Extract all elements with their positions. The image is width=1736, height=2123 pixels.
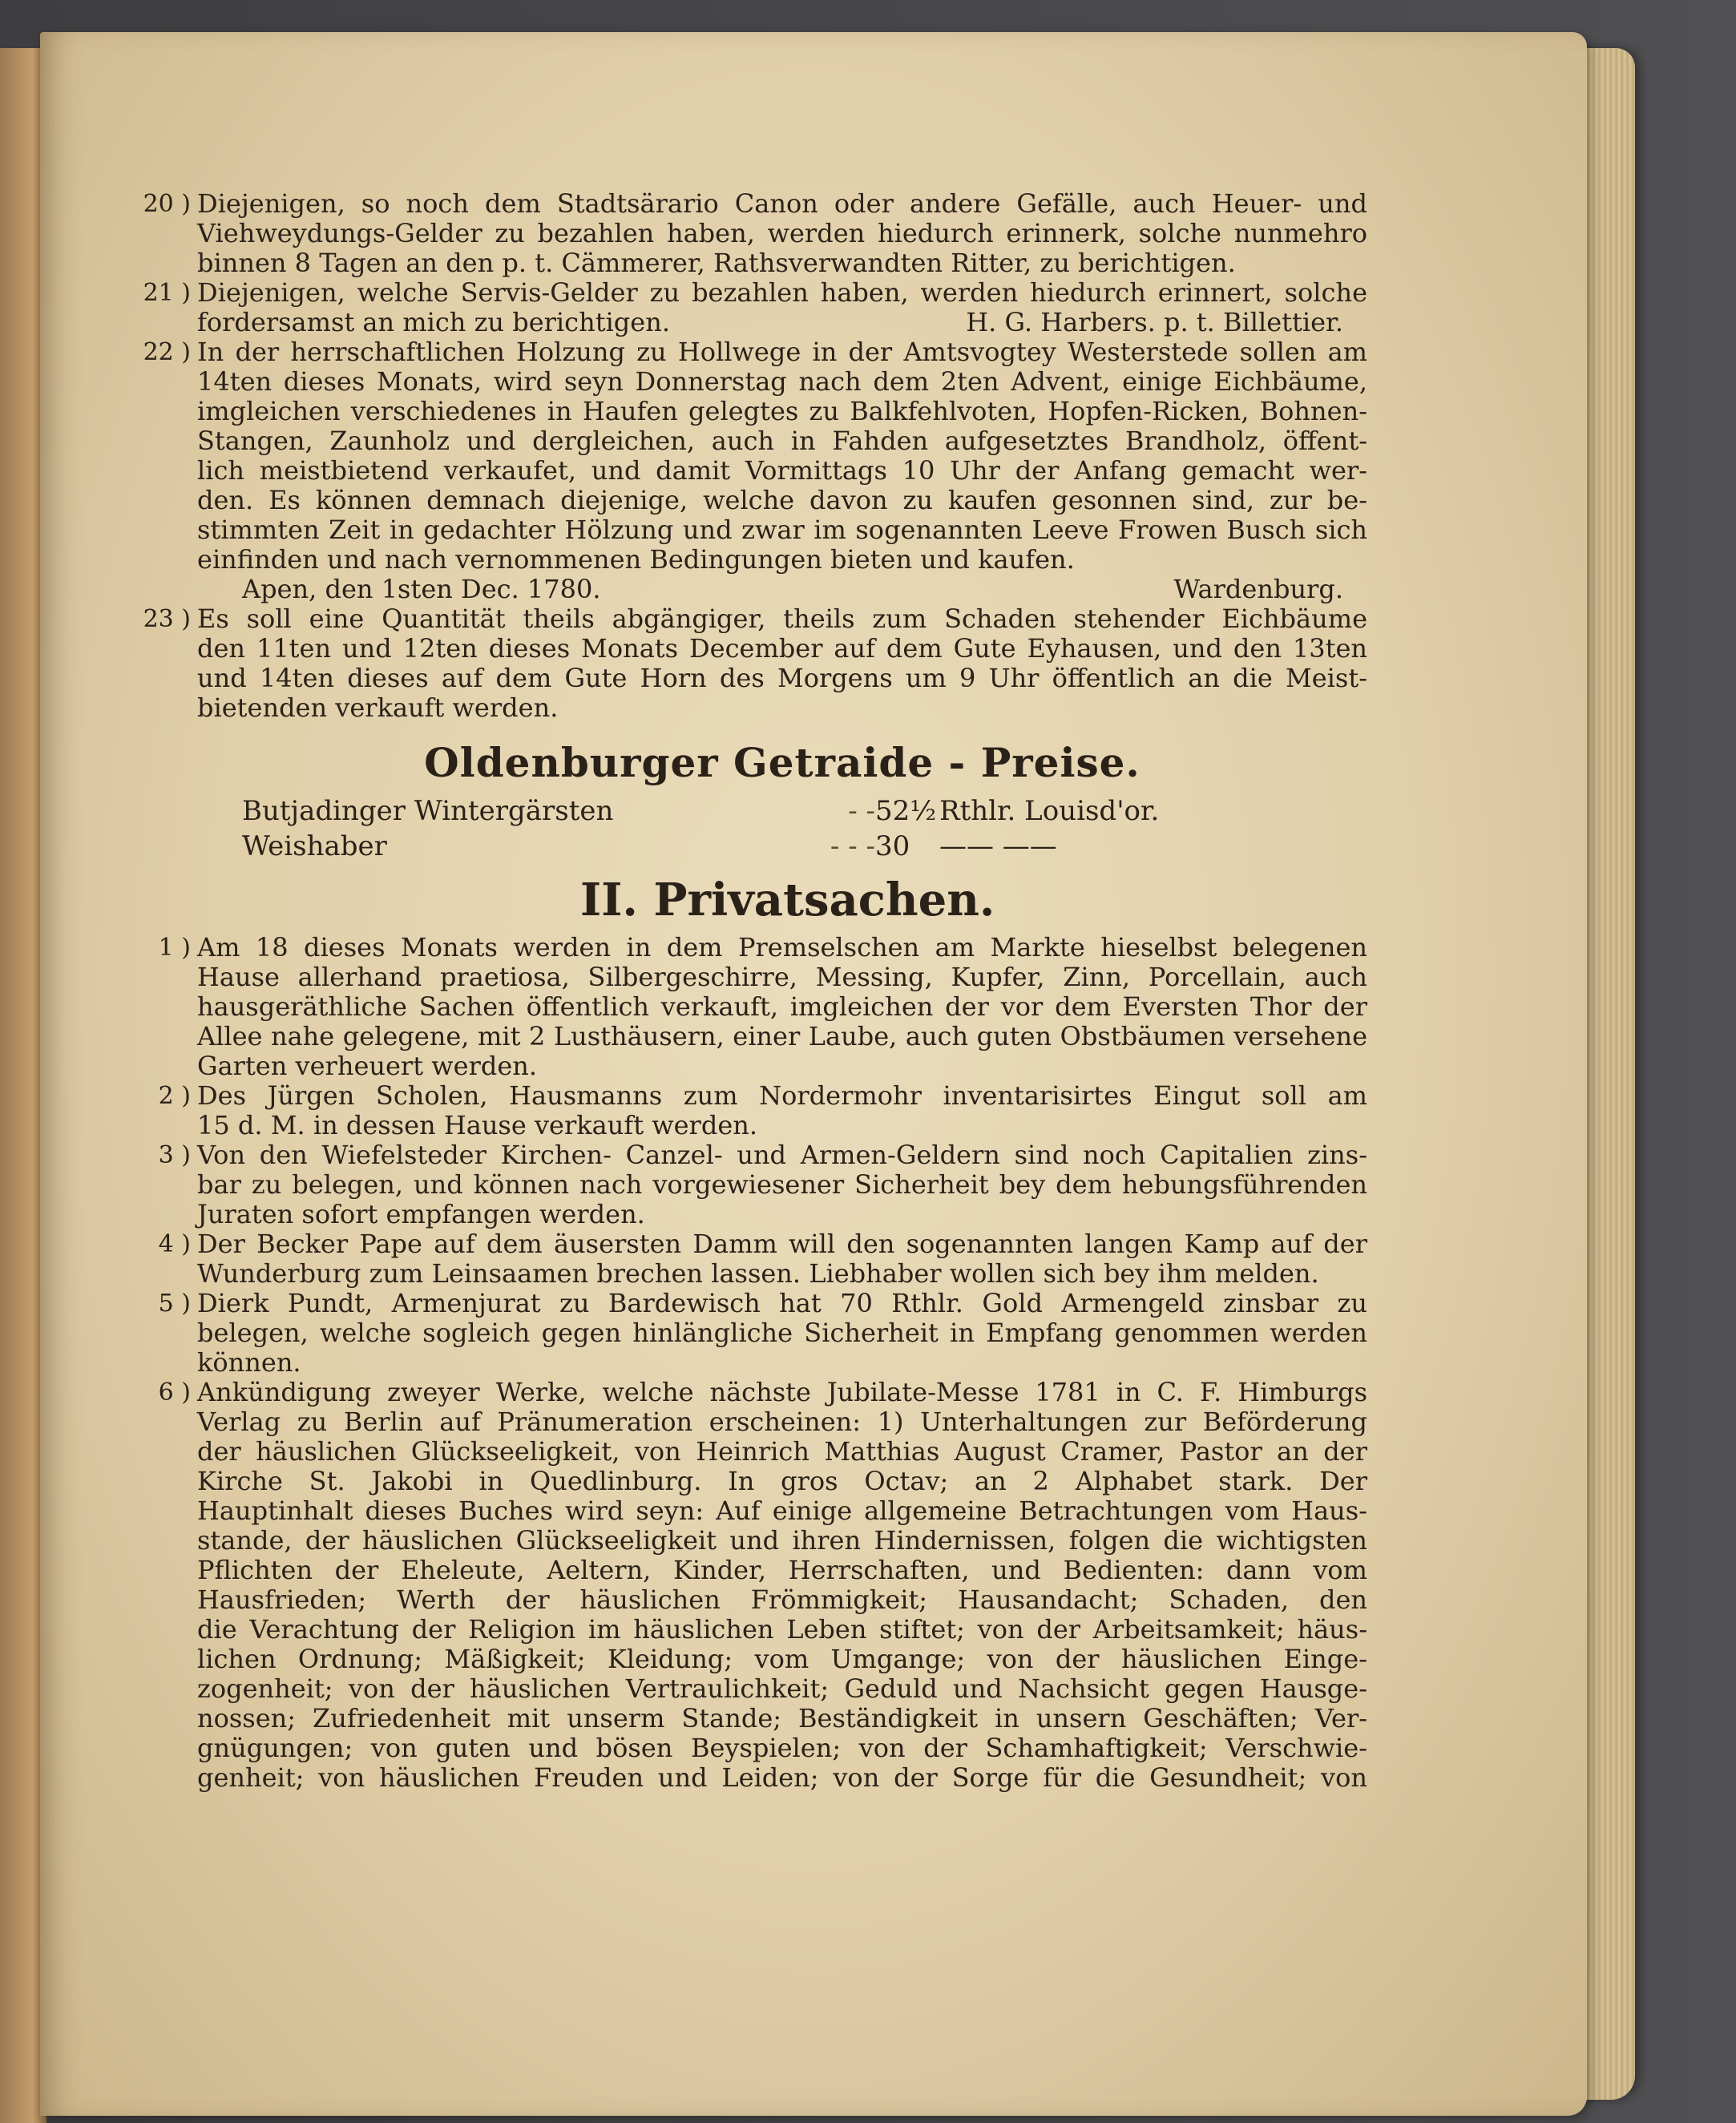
notice-line: bar zu belegen, und können nach vorgewiesener Sicherheit bey dem hebungsführenden [197, 1169, 1367, 1200]
notice-line: Garten verheuert werden. [197, 1051, 538, 1081]
notice-line: 14ten dieses Monats, wird seyn Donnerstag nach dem 2ten Advent, einige Eichbäume, [197, 366, 1367, 397]
notice-line: die Verachtung der Religion im häuslichen Leben stiftet; von der Arbeitsamkeit; häus- [197, 1614, 1367, 1645]
notice-line: Hause allerhand praetiosa, Silbergeschirre, Messing, Kupfer, Zinn, Porcellain, auch [197, 962, 1367, 992]
notice-number: 6 ) [158, 1378, 191, 1407]
notice-line: Hauptinhalt dieses Buches wird seyn: Auf einige allgemeine Betrachtungen vom Haus- [197, 1495, 1367, 1526]
notice-line: lich meistbietend verkaufet, und damit Vormittags 10 Uhr der Anfang gemacht wer- [197, 455, 1367, 486]
private-notice-4 [158, 1229, 1367, 1289]
notice-line: Viehweydungs-Gelder zu bezahlen haben, werden hiedurch erinnerk, solche nunmehro [197, 218, 1367, 248]
notice-line: Allee nahe gelegene, mit 2 Lusthäusern, einer Laube, auch guten Obstbäumen versehene [197, 1021, 1367, 1051]
notice-line: Diejenigen, welche Servis-Gelder zu bezahlen haben, werden hiedurch erinnert, solche [197, 277, 1367, 308]
notice-line: zogenheit; von der häuslichen Vertraulichkeit; Geduld und Nachsicht gegen Hausge- [197, 1673, 1367, 1704]
notice-line: lichen Ordnung; Mäßigkeit; Kleidung; vom Umgange; von der häuslichen Einge- [197, 1644, 1367, 1674]
notice-line: der häuslichen Glückseeligkeit, von Heinrich Matthias August Cramer, Pastor an der [197, 1436, 1367, 1467]
notice-line: imgleichen verschiedenes in Haufen gelegtes zu Balkfehlvoten, Hopfen-Ricken, Bohnen- [197, 396, 1367, 426]
notice-line: können. [197, 1347, 301, 1378]
section-title: II. Privatsachen. [580, 874, 995, 926]
notice-line: den 11ten und 12ten dieses Monats December auf dem Gute Eyhausen, und den 13ten [197, 633, 1367, 664]
notice-line: Der Becker Pape auf dem äusersten Damm will den sogenannten langen Kamp auf der [197, 1229, 1367, 1259]
notice-line: Es soll eine Quantität theils abgängiger, theils zum Schaden stehender Eichbäume [197, 603, 1367, 634]
price-name: Weishaber [242, 830, 387, 862]
price-value: 52½ [875, 795, 937, 827]
notice-line: Von den Wiefelsteder Kirchen- Canzel- und Armen-Geldern sind noch Capitalien zins- [197, 1140, 1367, 1170]
notice-line: Dierk Pundt, Armenjurat zu Bardewisch hat 70 Rthlr. Gold Armengeld zinsbar zu [197, 1288, 1367, 1318]
notice-line: Diejenigen, so noch dem Stadtsärario Canon oder andere Gefälle, auch Heuer- und [197, 188, 1367, 219]
notice-20 [143, 188, 1367, 278]
notice-line: nossen; Zufriedenheit mit unserm Stande; Beständigkeit in unsern Geschäften; Ver- [197, 1703, 1367, 1734]
notice-number: 3 ) [158, 1141, 191, 1169]
newspaper-page [40, 32, 1587, 2116]
price-unit: —— —— [939, 830, 1057, 862]
notice-line: Juraten sofort empfangen werden. [197, 1199, 645, 1229]
notice-signature-line [197, 308, 1367, 337]
notice-number: 20 ) [143, 190, 191, 218]
price-leader-dots: - - [848, 795, 875, 827]
notice-21 [143, 277, 1367, 337]
notice-line: Des Jürgen Scholen, Hausmanns zum Nordermohr inventarisirtes Eingut soll am [197, 1080, 1367, 1111]
notice-22 [143, 337, 1367, 604]
private-notice-3 [158, 1140, 1367, 1229]
notice-line: den. Es können demnach diejenige, welche davon zu kaufen gesonnen sind, zur be- [197, 485, 1367, 515]
notice-line: gnügungen; von guten und bösen Beyspielen; von der Schamhaftigkeit; Verschwie- [197, 1733, 1367, 1763]
price-name-cell [242, 829, 875, 864]
notice-line: Verlag zu Berlin auf Pränumeration erscheinen: 1) Unterhaltungen zur Beförderung [197, 1407, 1367, 1437]
notice-line: hausgeräthliche Sachen öffentlich verkauft, imgleichen der vor dem Eversten Thor der [197, 991, 1367, 1022]
notice-number: 21 ) [143, 279, 191, 307]
notice-line: Hausfrieden; Werth der häuslichen Frömmigkeit; Hausandacht; Schaden, den [197, 1584, 1367, 1615]
notice-line: belegen, welche sogleich gegen hinlängliche Sicherheit in Empfang genommen werden [197, 1318, 1367, 1348]
notice-line: binnen 8 Tagen an den p. t. Cämmerer, Rathsverwandten Ritter, zu berichtigen. [197, 248, 1236, 278]
notice-line: Am 18 dieses Monats werden in dem Premselschen am Markte hieselbst belegenen [197, 932, 1367, 963]
price-row [197, 793, 1367, 829]
notice-line: Kirche St. Jakobi in Quedlinburg. In gros Octav; an 2 Alphabet stark. Der [197, 1466, 1367, 1496]
notice-number: 4 ) [158, 1230, 191, 1258]
notice-line: 15 d. M. in dessen Hause verkauft werden. [197, 1110, 758, 1140]
notice-line: stande, der häuslichen Glückseeligkeit und ihren Hindernissen, folgen die wichtigsten [197, 1525, 1367, 1556]
notice-line: Pflichten der Eheleute, Aeltern, Kinder, Herrschaften, und Bedienten: dann vom [197, 1555, 1367, 1585]
notice-date-line [197, 575, 1367, 604]
notice-line: fordersamst an mich zu berichtigen. [197, 307, 670, 337]
notice-line: einfinden und nach vernommenen Bedingungen bieten und kaufen. [197, 544, 1075, 575]
private-notice-6 [158, 1377, 1367, 1793]
notice-number: 2 ) [158, 1082, 191, 1110]
price-unit: Rthlr. Louisd'or. [939, 795, 1160, 827]
price-value: 30 [875, 830, 910, 862]
notice-line: genheit; von häuslichen Freuden und Leiden; von der Sorge für die Gesundheit; von [197, 1762, 1367, 1793]
notice-signature: Wardenburg. [1173, 574, 1343, 604]
price-row [197, 829, 1367, 864]
notice-23 [143, 603, 1367, 723]
notice-number: 5 ) [158, 1290, 191, 1318]
notice-number: 1 ) [158, 934, 191, 962]
private-notice-2 [158, 1080, 1367, 1140]
notice-line: stimmten Zeit in gedachter Hölzung und zwar im sogenannten Leeve Frowen Busch sich [197, 515, 1367, 545]
page-text [143, 188, 1367, 1793]
notice-line: Ankündigung zweyer Werke, welche nächste Jubilate-Messe 1781 in C. F. Himburgs [197, 1377, 1367, 1407]
notice-line: bietenden verkauft werden. [197, 692, 559, 723]
notice-line: In der herrschaftlichen Holzung zu Hollwege in der Amtsvogtey Westerstede sollen am [197, 337, 1367, 367]
price-name: Butjadinger Wintergärsten [242, 795, 614, 827]
notice-line: Stangen, Zaunholz und dergleichen, auch in Fahden aufgesetztes Brandholz, öffent- [197, 426, 1367, 456]
private-notice-1 [158, 932, 1367, 1081]
notice-date: Apen, den 1sten Dec. 1780. [242, 574, 601, 604]
grain-prices-heading: Oldenburger Getraide - Preise. [424, 739, 1141, 786]
price-name-cell [242, 793, 875, 829]
price-leader-dots: - - - [830, 830, 875, 862]
notice-line: Wunderburg zum Leinsaamen brechen lassen. Liebhaber wollen sich bey ihm melden. [197, 1258, 1319, 1289]
notice-number: 22 ) [143, 338, 191, 366]
notice-signature: H. G. Harbers. p. t. Billettier. [966, 307, 1343, 337]
notice-line: und 14ten dieses auf dem Gute Horn des Morgens um 9 Uhr öffentlich an die Meist- [197, 663, 1367, 693]
notice-number: 23 ) [143, 605, 191, 633]
private-notice-5 [158, 1288, 1367, 1378]
